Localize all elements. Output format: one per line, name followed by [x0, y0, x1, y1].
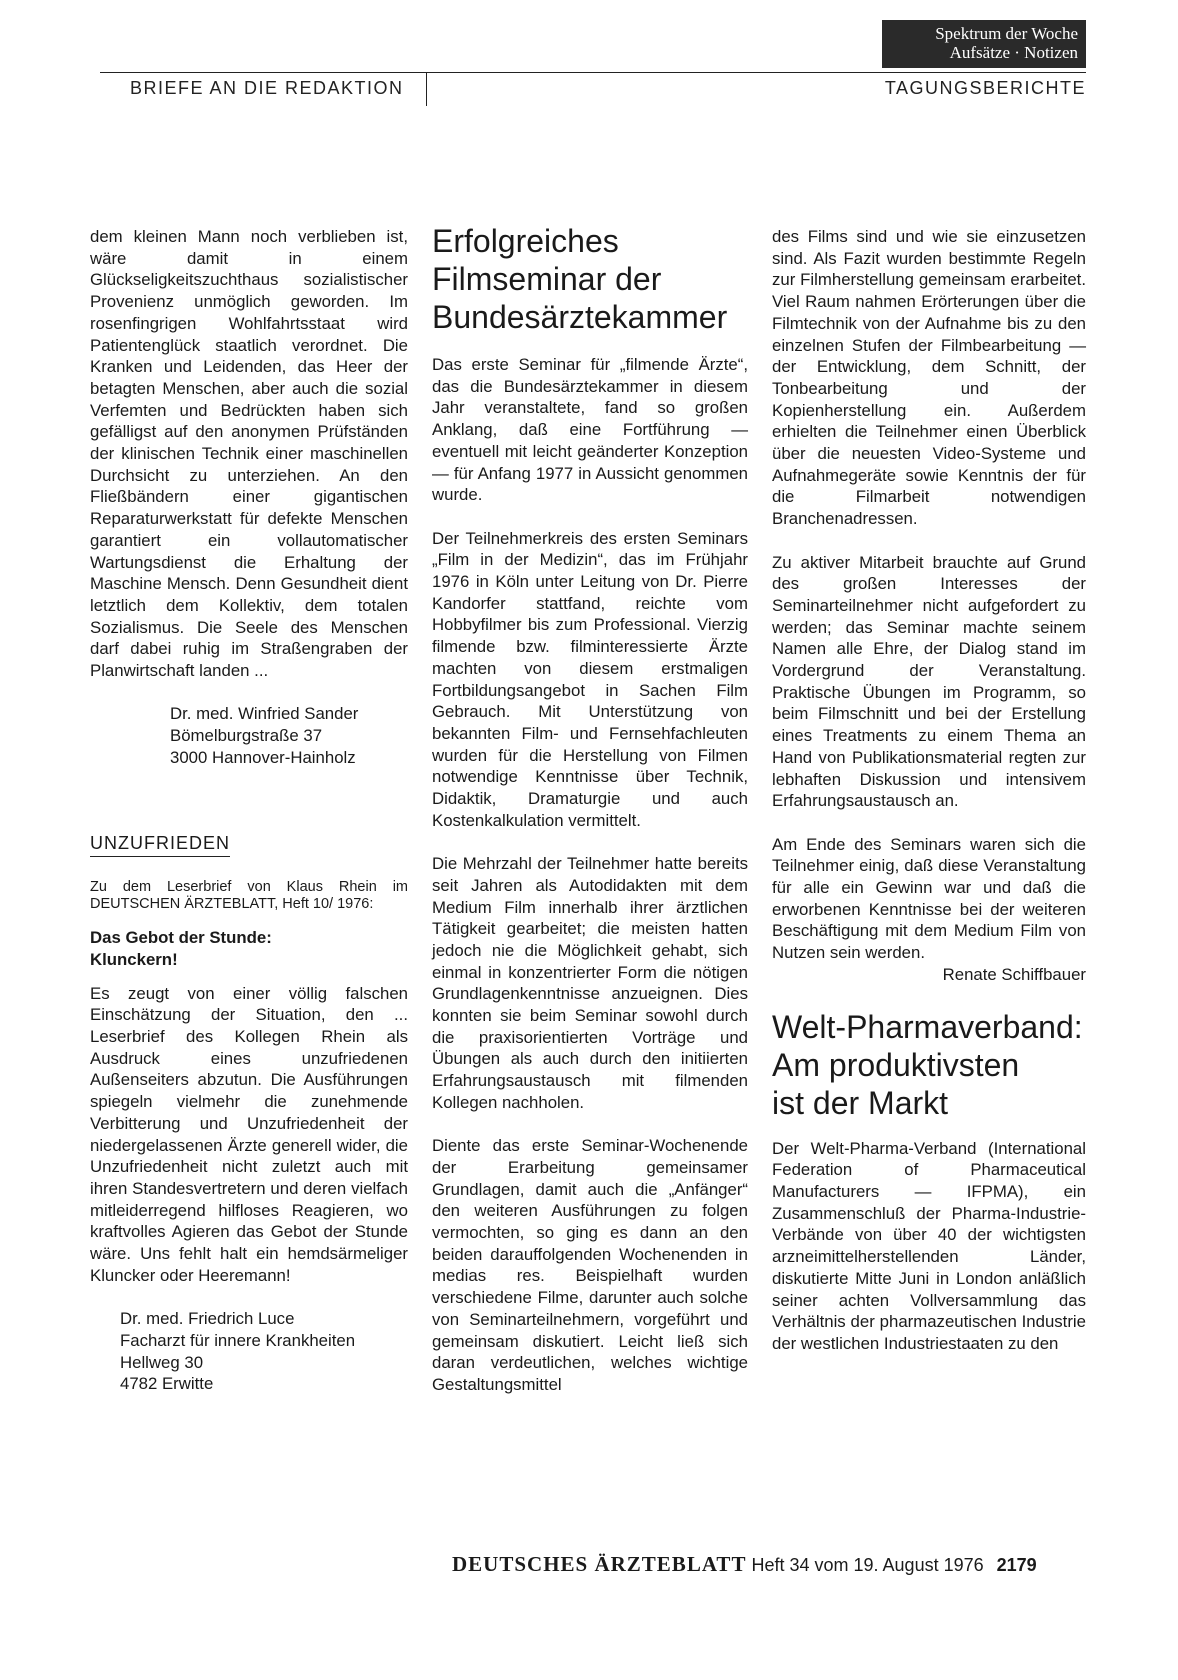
letter2-signature: [90, 1308, 408, 1395]
article1-headline: Erfolgreiches Filmseminar der Bundesärztekammer: [432, 223, 728, 335]
header-divider: [426, 72, 427, 106]
article2-paragraph: Der Welt-Pharma-Verband (International Federation of Pharmaceutical Manufacturers — IFPMA), ein Zusammenschluß der Pharma-Industrie-Verbände von über 40 der wichtigsten arzneimittelherstellenden Länder, diskutierte Mitte Juni in London anläßlich seiner achten Vollversammlung das Verhältnis der pharmazeutischen Industrie der westlichen Industriestaaten zu den: [772, 1138, 1086, 1353]
letter1-signature: [90, 703, 408, 768]
header-rule: [100, 72, 1086, 73]
journal-name: DEUTSCHES ÄRZTEBLATT: [452, 1552, 747, 1576]
signature-line: Bömelburgstraße 37: [170, 726, 323, 746]
section-title-left: BRIEFE AN DIE REDAKTION: [130, 78, 404, 98]
issue-info: Heft 34 vom 19. August 1976: [751, 1555, 984, 1575]
page-number: 2179: [996, 1555, 1037, 1575]
article1-paragraph: Die Mehrzahl der Teilnehmer hatte bereits seit Jahren als Autodidakten mit dem Medium Film innerhalb ihrer ärztlichen Tätigkeit gearbeitet; die meisten hatten jedoch nie die Möglichkeit gehabt, sich einmal in konzentrierter Form die nötigen Grundlagenkenntnisse anzueignen. Dies konnten sie beim Seminar sowohl durch die praxisorientierten Vorträge und Übungen als auch durch den initiierten Erfahrungsaustausch mit filmenden Kollegen nachholen.: [432, 854, 748, 1112]
article1-paragraph: Das erste Seminar für „filmende Ärzte“, das die Bundesärztekammer in diesem Jahr veranstaltete, fand so großen Anklang, daß eine Fortführung — eventuell mit leicht geänderter Konzeption — für Anfang 1977 in Aussicht genommen wurde.: [432, 355, 748, 505]
letter2-title: Das Gebot der Stunde: Klunckern!: [90, 928, 272, 969]
signature-line: Hellweg 30: [120, 1352, 204, 1372]
article1-paragraph: Der Teilnehmerkreis des ersten Seminars „Film in der Medizin“, das im Frühjahr 1976 in Köln unter Leitung von Dr. Pierre Kandorfer stattfand, reichte vom Hobbyfilmer bis zum Professional. Vierzig filmende bzw. filminteressierte Ärzte machten von diesem erstmaligen Fortbildungsangebot in Sachen Film Gebrauch. Mit Unterstützung von bekannten Film- und Fernsehfachleuten wurden für die Herstellung von Filmen notwendige Kenntnisse über Technik, Didaktik, Dramaturgie und auch Kostenkalkulation vermittelt.: [432, 528, 748, 830]
article1-paragraph: des Films sind und wie sie einzusetzen sind. Als Fazit wurden bestimmte Regeln zur Filmherstellung gemeinsam erarbeitet. Viel Raum nahmen Erörterungen über die Filmtechnik von der Aufnahme bis zu den einzelnen Stufen der Filmbearbeitung — der Entwicklung, dem Schnitt, der Tonbearbeitung und der Kopienherstellung ein. Außerdem erhielten die Teilnehmer einen Überblick über die neuesten Video-Systeme und Aufnahmegeräte sowie Kenntnis der für die Filmarbeit notwendigen Branchenadressen.: [772, 227, 1086, 529]
article-column-2: [432, 223, 748, 1396]
article1-paragraph: Diente das erste Seminar-Wochenende der Erarbeitung gemeinsamer Grundlagen, damit auch die „Anfänger“ den weiteren Ausführungen zu folgen vermochten, so ging es dann an den beiden darauffolgenden Wochenenden in medias res. Beispielhaft wurden verschiedene Filme, darunter auch solche von Seminarteilnehmern, vorgeführt und gemeinsam diskutiert. Leicht ließ sich daran verdeutlichen, welches wichtige Gestaltungsmittel: [432, 1136, 748, 1394]
signature-line: Dr. med. Friedrich Luce: [120, 1309, 295, 1329]
article1-paragraph: Am Ende des Seminars waren sich die Teilnehmer einig, daß diese Veranstaltung für alle ein Gewinn war und daß die erworbenen Kenntnisse bei der weiteren Beschäftigung mit dem Medium Film von Nutzen sein werden.: [772, 834, 1086, 963]
signature-line: Facharzt für innere Krankheiten: [120, 1330, 356, 1350]
badge-line1: Spektrum der Woche: [935, 24, 1078, 43]
article2-headline: Welt-Pharmaverband: Am produktivsten ist der Markt: [772, 1008, 1083, 1121]
letters-column: [90, 226, 408, 1395]
signature-line: Dr. med. Winfried Sander: [170, 704, 359, 724]
signature-line: 3000 Hannover-Hainholz: [170, 747, 356, 767]
letter1-body: dem kleinen Mann noch verblieben ist, wäre damit in einem Glückseligkeitszuchthaus sozialistischer Provenienz unmöglich geworden. Im rosenfingrigen Wohlfahrtsstaat wird Patientenglück staatlich verordnet. Die Kranken und Leidenden, das Heer der betagten Menschen, aber auch die sozial Verfemten und Bedrückten haben sich gefälligst auf den anonymen Prüfständen der klinischen Technik einer maschinellen Durchsicht zu unterziehen. An den Fließbändern einer gigantischen Reparaturwerkstatt für defekte Menschen garantiert ein vollautomatischer Wartungsdienst die Erhaltung der Maschine Mensch. Denn Gesundheit dient letztlich dem Kollektiv, dem totalen Sozialismus. Die Seele des Menschen darf dabei ruhig im Straßengraben der Planwirtschaft landen ...: [90, 227, 408, 681]
letter2-intro: Zu dem Leserbrief von Klaus Rhein im DEUTSCHEN ÄRZTEBLATT, Heft 10/ 1976:: [90, 879, 408, 913]
article1-paragraph: Zu aktiver Mitarbeit brauchte auf Grund des großen Interesses der Seminarteilnehmer nicht aufgefordert zu werden; das Seminar machte seinem Namen alle Ehre, der Dialog stand im Vordergrund der Veranstaltung. Praktische Übungen im Programm, so beim Filmschnitt und bei der Erstellung eines Treatments zu einem Thema an Hand von Publikationsmaterial regten zur lebhaften Diskussion und intensivem Erfahrungsaustausch an.: [772, 552, 1086, 811]
signature-line: 4782 Erwitte: [120, 1374, 214, 1394]
badge-line2: Aufsätze · Notizen: [949, 43, 1078, 62]
letter2-body: Es zeugt von einer völlig falschen Einschätzung der Situation, den ... Leserbrief des Kollegen Rhein als Ausdruck eines unzufriedenen Außenseiters abzutun. Die Ausführungen spiegeln vielmehr die zunehmende Verbitterung und Unzufriedenheit der niedergelassenen Ärzte generell wider, die Unzufriedenheit nicht zuletzt auch mit ihren Standesvertretern und deren vielfach mitleiderregend hilfloses Reagieren, wo kraftvolles Agieren das Gebot der Stunde wäre. Uns fehlt halt ein hemdsärmeliger Kluncker oder Heeremann!: [90, 983, 408, 1285]
page-footer: [452, 1552, 1037, 1577]
subheading-unzufrieden: UNZUFRIEDEN: [90, 833, 230, 858]
section-title-right: TAGUNGSBERICHTE: [884, 78, 1086, 98]
section-badge: [882, 20, 1086, 68]
article-column-3: [772, 226, 1086, 1355]
article1-author: Renate Schiffbauer: [942, 964, 1086, 984]
